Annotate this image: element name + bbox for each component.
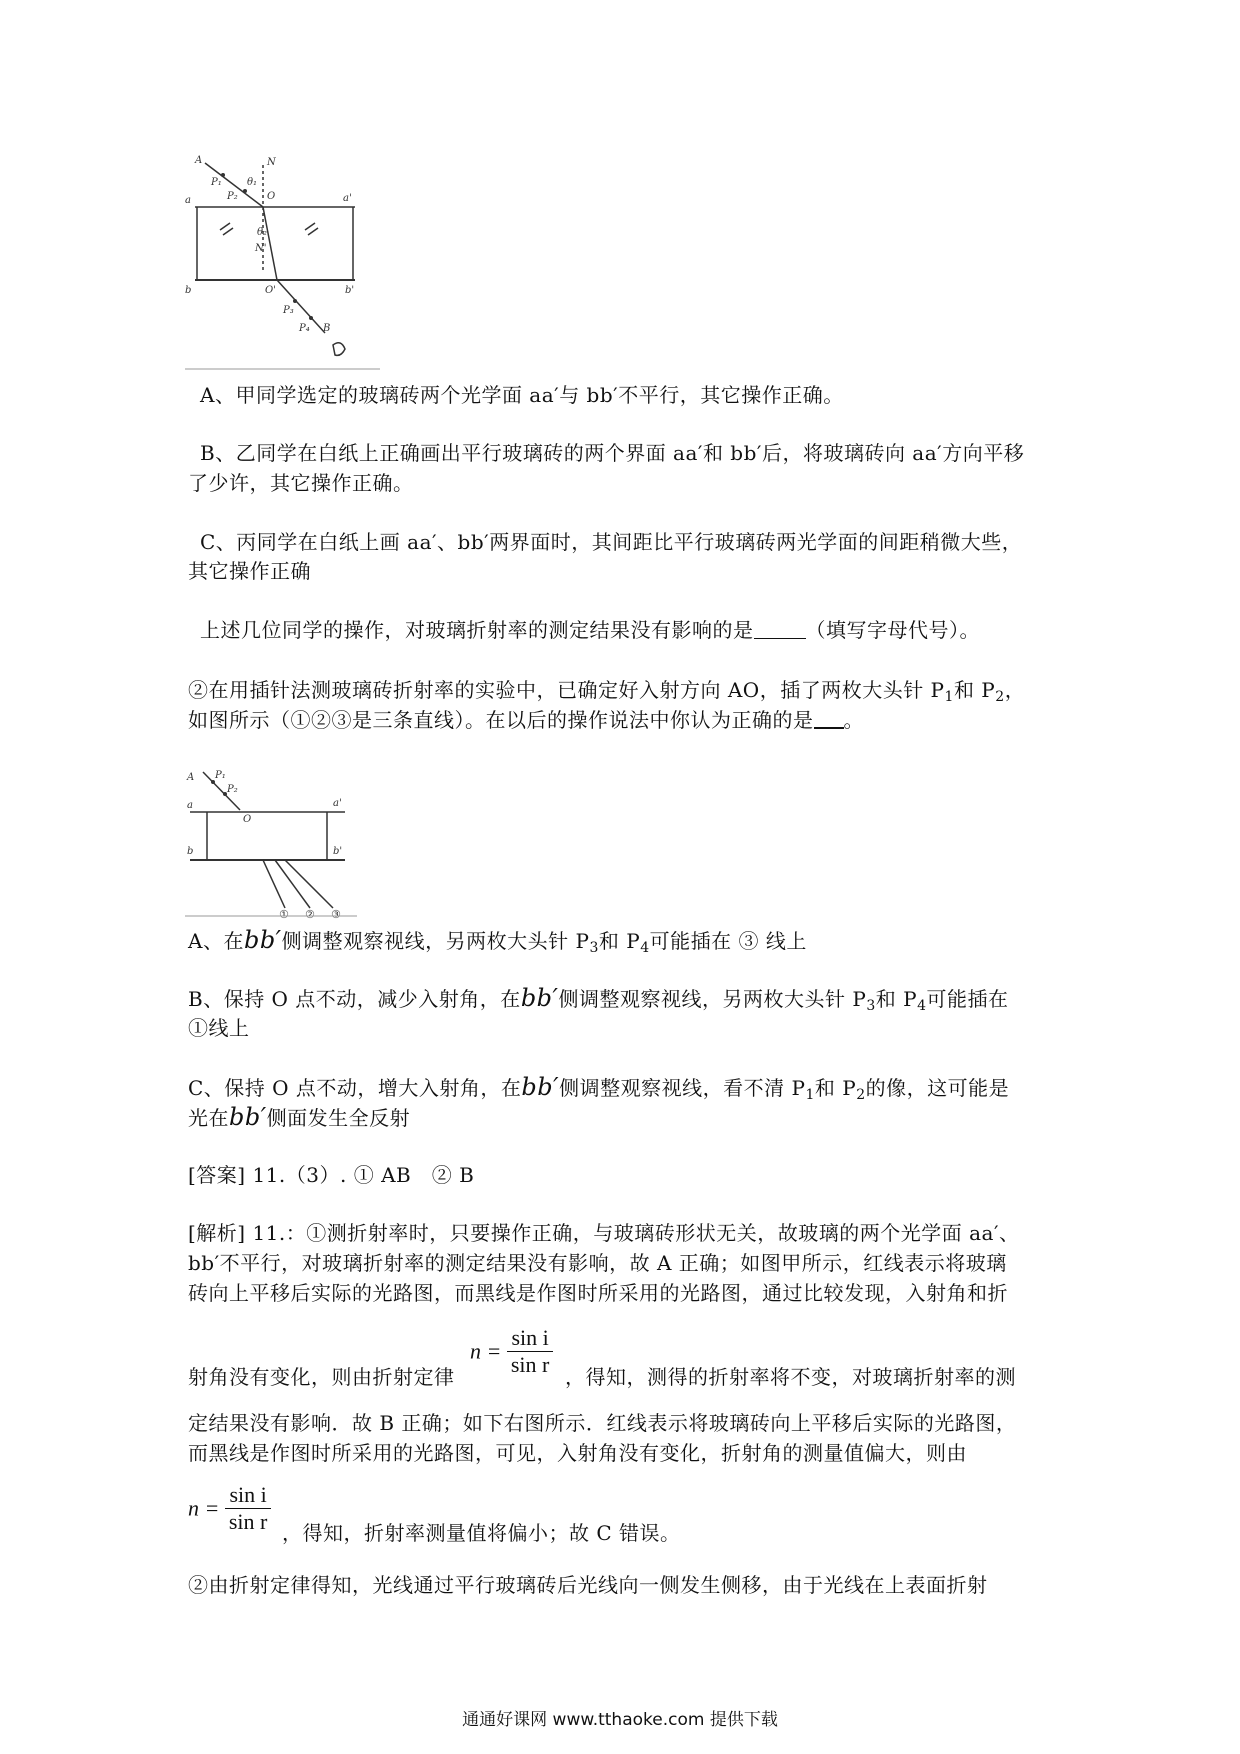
q2-stem-text: ②在用插针法测玻璃砖折射率的实验中，已确定好入射方向 AO，插了两枚大头针 P bbox=[188, 678, 945, 702]
label-P2: P₂ bbox=[227, 784, 238, 795]
q1-question-hint: （填写字母代号）。 bbox=[805, 618, 980, 642]
subscript: 1 bbox=[944, 689, 954, 705]
option-text: 和 P bbox=[875, 987, 918, 1011]
formula-fraction bbox=[225, 1482, 272, 1535]
formula-denominator: sin r bbox=[228, 1509, 268, 1534]
q2-option-c-line2 bbox=[188, 1102, 410, 1133]
option-text: 光在 bbox=[188, 1106, 229, 1130]
analysis-line2: bb′不平行，对玻璃折射率的测定结果没有影响，故 A 正确；如图甲所示，红线表示将玻璃 bbox=[188, 1251, 1007, 1275]
pin-p3 bbox=[293, 299, 297, 303]
bb-prime-symbol: bb′ bbox=[520, 984, 559, 1012]
label-b: b bbox=[185, 285, 192, 296]
q1-option-b-line2: 了少许，其它操作正确。 bbox=[188, 471, 414, 495]
analysis-line4-left: 射角没有变化，则由折射定律 bbox=[188, 1365, 455, 1389]
formula-numerator: sin i bbox=[225, 1482, 272, 1509]
refraction-formula-2 bbox=[188, 1482, 271, 1535]
label-P1: P₁ bbox=[215, 770, 226, 781]
subscript: 4 bbox=[917, 998, 927, 1014]
answer-blank bbox=[814, 709, 844, 729]
label-a: a bbox=[187, 800, 193, 811]
bb-prime-symbol: bb′ bbox=[521, 1073, 560, 1101]
bb-prime-symbol: bb′ bbox=[243, 926, 282, 954]
formula-fraction bbox=[507, 1325, 554, 1378]
q1-question bbox=[200, 615, 980, 645]
subscript: 3 bbox=[589, 940, 599, 956]
option-text: 侧调整观察视线，另两枚大头针 P bbox=[281, 929, 590, 953]
analysis-line1: [解析] 11.：①测折射率时，只要操作正确，与玻璃砖形状无关，故玻璃的两个光学面 aa′、 bbox=[188, 1221, 1020, 1245]
label-A: A bbox=[187, 772, 195, 783]
label-line-2: ② bbox=[305, 908, 315, 920]
label-theta1: θ₁ bbox=[247, 177, 258, 188]
q2-stem-line2 bbox=[188, 705, 864, 735]
label-a-prime: a' bbox=[333, 798, 342, 809]
option-text: 和 P bbox=[598, 929, 641, 953]
analysis-line5: 定结果没有影响．故 B 正确；如下右图所示．红线表示将玻璃砖向上平移后实际的光路图， bbox=[188, 1411, 1017, 1435]
formula-lhs: n = bbox=[470, 1338, 502, 1364]
hatch bbox=[305, 223, 315, 230]
q2-stem-text: 如图所示（①②③是三条直线）。在以后的操作说法中你认为正确的是 bbox=[188, 708, 814, 732]
analysis-line3: 砖向上平移后实际的光路图，而黑线是作图时所采用的光路图，通过比较发现，入射角和折 bbox=[188, 1281, 1008, 1305]
line-1 bbox=[263, 860, 285, 908]
analysis-line4-right: ，得知，测得的折射率将不变，对玻璃折射率的测 bbox=[565, 1365, 1016, 1389]
hatch bbox=[308, 228, 318, 235]
subscript: 2 bbox=[995, 689, 1005, 705]
option-text: B、保持 O 点不动，减少入射角，在 bbox=[188, 987, 521, 1011]
label-theta2: θ₂ bbox=[257, 227, 268, 238]
option-text: 可能插在 ③ 线上 bbox=[649, 929, 807, 953]
formula-lhs: n = bbox=[188, 1495, 220, 1521]
option-text: 侧调整观察视线，另两枚大头针 P bbox=[558, 987, 867, 1011]
subscript: 2 bbox=[856, 1087, 866, 1103]
label-A: A bbox=[195, 155, 203, 166]
q2-option-b-line2: ①线上 bbox=[188, 1016, 250, 1040]
subscript: 3 bbox=[866, 998, 876, 1014]
q2-option-a bbox=[188, 925, 807, 963]
option-text: 的像，这可能是 bbox=[865, 1076, 1010, 1100]
label-P2: P₂ bbox=[227, 191, 238, 202]
label-P4: P₄ bbox=[299, 323, 310, 334]
q2-stem-text: 和 P bbox=[953, 678, 996, 702]
option-text: 可能插在 bbox=[926, 987, 1009, 1011]
label-b: b bbox=[187, 846, 194, 857]
q1-option-a: A、甲同学选定的玻璃砖两个光学面 aa′与 bb′不平行，其它操作正确。 bbox=[200, 383, 844, 407]
label-O: O bbox=[267, 191, 276, 202]
figure-three-lines bbox=[185, 770, 360, 920]
q2-stem-text: ， bbox=[1004, 678, 1026, 702]
label-P3: P₃ bbox=[283, 305, 294, 316]
analysis-line8: ②由折射定律得知，光线通过平行玻璃砖后光线向一侧发生侧移，由于光线在上表面折射 bbox=[188, 1573, 988, 1597]
refraction-formula-1 bbox=[470, 1325, 553, 1378]
pin-p2 bbox=[243, 189, 247, 193]
page-footer: 通通好课网 www.tthaoke.com 提供下载 bbox=[462, 1710, 778, 1730]
figure-refraction-parallel-glass bbox=[185, 155, 385, 375]
hatch bbox=[223, 228, 233, 235]
subscript: 1 bbox=[805, 1087, 815, 1103]
formula-numerator: sin i bbox=[507, 1325, 554, 1352]
bb-prime-symbol: bb′ bbox=[229, 1103, 267, 1131]
label-b-prime: b' bbox=[333, 846, 343, 857]
q1-option-c-line1: C、丙同学在白纸上画 aa′、bb′两界面时，其间距比平行玻璃砖两光学面的间距稍微大些， bbox=[200, 530, 1023, 554]
option-text: 和 P bbox=[814, 1076, 857, 1100]
q2-option-b-line1 bbox=[188, 983, 1009, 1021]
label-line-1: ① bbox=[279, 908, 289, 920]
label-a-prime: a' bbox=[343, 193, 352, 204]
pin-p4 bbox=[309, 316, 313, 320]
q1-question-text: 上述几位同学的操作，对玻璃折射率的测定结果没有影响的是 bbox=[200, 618, 754, 642]
subscript: 4 bbox=[640, 940, 650, 956]
eye-icon bbox=[333, 343, 345, 356]
label-N-prime: N' bbox=[255, 243, 267, 254]
label-O-prime: O' bbox=[265, 285, 276, 296]
label-P1: P₁ bbox=[211, 177, 222, 188]
analysis-line6: 而黑线是作图时所采用的光路图，可见，入射角没有变化，折射角的测量值偏大，则由 bbox=[188, 1441, 967, 1465]
analysis-line7: ，得知，折射率测量值将偏小；故 C 错误。 bbox=[282, 1521, 681, 1545]
label-b-prime: b' bbox=[345, 285, 355, 296]
option-text: C、保持 O 点不动，增大入射角，在 bbox=[188, 1076, 522, 1100]
q1-option-b-line1: B、乙同学在白纸上正确画出平行玻璃砖的两个界面 aa′和 bb′后，将玻璃砖向 aa′方向平移 bbox=[200, 441, 1025, 465]
label-O: O bbox=[243, 814, 252, 825]
hatch bbox=[220, 223, 230, 230]
answer-line: [答案] 11.（3）. ① AB ② B bbox=[188, 1163, 475, 1187]
q1-option-c-line2: 其它操作正确 bbox=[188, 559, 311, 583]
label-N: N bbox=[267, 157, 276, 168]
label-B: B bbox=[323, 323, 331, 334]
option-text: 侧调整观察视线，看不清 P bbox=[559, 1076, 806, 1100]
label-a: a bbox=[185, 195, 191, 206]
formula-denominator: sin r bbox=[510, 1352, 550, 1377]
option-text: A、在 bbox=[188, 929, 244, 953]
answer-blank bbox=[754, 620, 806, 639]
label-line-3: ③ bbox=[331, 908, 341, 920]
option-text: 侧面发生全反射 bbox=[266, 1106, 411, 1130]
q2-stem-text: 。 bbox=[843, 708, 864, 732]
